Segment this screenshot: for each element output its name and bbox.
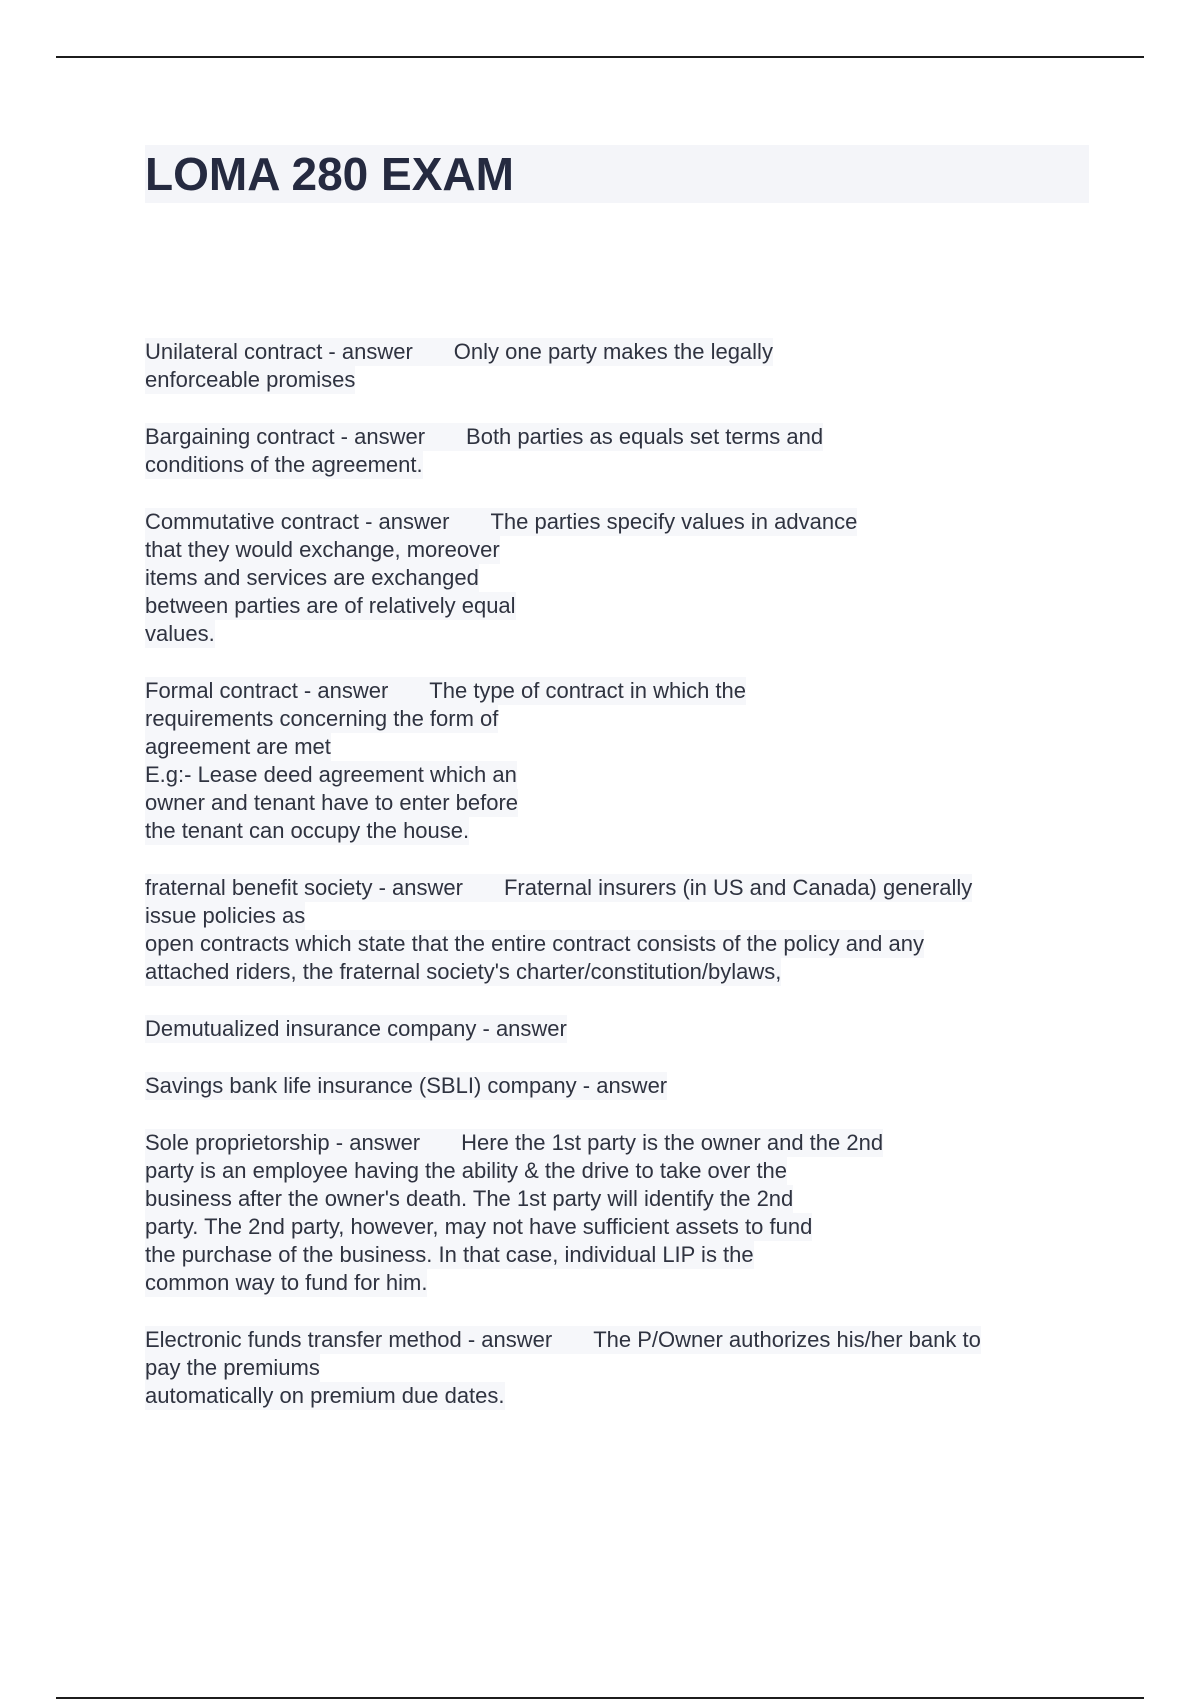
- entry-first-line: [145, 874, 972, 902]
- flashcard-answer-line: party. The 2nd party, however, may not have sufficient assets to fund: [145, 1214, 813, 1239]
- flashcard-answer-line: owner and tenant have to enter before: [145, 790, 519, 815]
- flashcard-term: Electronic funds transfer method - answer: [145, 1327, 553, 1352]
- flashcard-answer-line: attached riders, the fraternal society's charter/constitution/bylaws,: [145, 959, 782, 984]
- bottom-divider: [56, 1697, 1144, 1699]
- flashcard-answer-line: issue policies as: [145, 903, 306, 928]
- flashcard-term: Commutative contract - answer: [145, 509, 450, 534]
- flashcard-answer-line: Here the 1st party is the owner and the 2nd: [461, 1130, 884, 1155]
- flashcard-answer-line: party is an employee having the ability & the drive to take over the: [145, 1158, 788, 1183]
- flashcard-answer-line: automatically on premium due dates.: [145, 1383, 505, 1408]
- flashcard-answer-line: the purchase of the business. In that case, individual LIP is the: [145, 1242, 754, 1267]
- flashcard-term: Savings bank life insurance (SBLI) company - answer: [145, 1073, 668, 1098]
- flashcard-answer-line: between parties are of relatively equal: [145, 593, 516, 618]
- flashcard-term: Unilateral contract - answer: [145, 339, 413, 364]
- flashcard-entry: [145, 677, 1075, 845]
- flashcard-term: fraternal benefit society - answer: [145, 875, 463, 900]
- flashcard-answer-line: E.g:- Lease deed agreement which an: [145, 762, 517, 787]
- flashcard-entry: [145, 1129, 1075, 1297]
- flashcard-answer-line: values.: [145, 621, 215, 646]
- flashcard-answer-line: Fraternal insurers (in US and Canada) generally: [503, 875, 973, 900]
- flashcard-answer-line: conditions of the agreement.: [145, 452, 423, 477]
- entry-first-line: [145, 1326, 981, 1354]
- flashcard-answer-line: items and services are exchanged: [145, 565, 479, 590]
- flashcard-answer-line: the tenant can occupy the house.: [145, 818, 470, 843]
- entry-first-line: [145, 1129, 883, 1157]
- flashcard-entry: [145, 508, 1075, 648]
- flashcard-answer-line: The type of contract in which the: [429, 678, 747, 703]
- entry-first-line: [145, 508, 857, 536]
- flashcard-answer-line: open contracts which state that the entire contract consists of the policy and any: [145, 931, 924, 956]
- flashcard-entry: [145, 1326, 1075, 1410]
- entry-first-line: [145, 1015, 567, 1043]
- flashcard-answer-line: requirements concerning the form of: [145, 706, 499, 731]
- flashcard-answer-line: agreement are met: [145, 734, 331, 759]
- flashcard-answer-line: Only one party makes the legally: [453, 339, 773, 364]
- entry-first-line: [145, 338, 773, 366]
- flashcard-entry: [145, 1072, 1075, 1100]
- flashcard-term: Demutualized insurance company - answer: [145, 1016, 567, 1041]
- flashcard-answer-line: Both parties as equals set terms and: [466, 424, 824, 449]
- flashcard-answer-line: The P/Owner authorizes his/her bank to: [593, 1327, 981, 1352]
- flashcard-answer-line: pay the premiums: [145, 1355, 320, 1380]
- flashcard-entry: [145, 1015, 1075, 1043]
- top-divider: [56, 56, 1144, 58]
- flashcard-answer-line: that they would exchange, moreover: [145, 537, 500, 562]
- flashcard-term: Sole proprietorship - answer: [145, 1130, 421, 1155]
- entry-first-line: [145, 423, 823, 451]
- flashcard-answer-line: common way to fund for him.: [145, 1270, 428, 1295]
- flashcard-entry: [145, 338, 1075, 394]
- flashcard-entry: [145, 874, 1075, 986]
- flashcard-list: [145, 338, 1075, 1439]
- flashcard-answer-line: enforceable promises: [145, 367, 356, 392]
- flashcard-term: Bargaining contract - answer: [145, 424, 426, 449]
- entry-first-line: [145, 677, 746, 705]
- flashcard-term: Formal contract - answer: [145, 678, 389, 703]
- entry-first-line: [145, 1072, 667, 1100]
- flashcard-answer-line: business after the owner's death. The 1st party will identify the 2nd: [145, 1186, 794, 1211]
- flashcard-answer-line: The parties specify values in advance: [490, 509, 858, 534]
- page-title: LOMA 280 EXAM: [145, 148, 514, 200]
- flashcard-entry: [145, 423, 1075, 479]
